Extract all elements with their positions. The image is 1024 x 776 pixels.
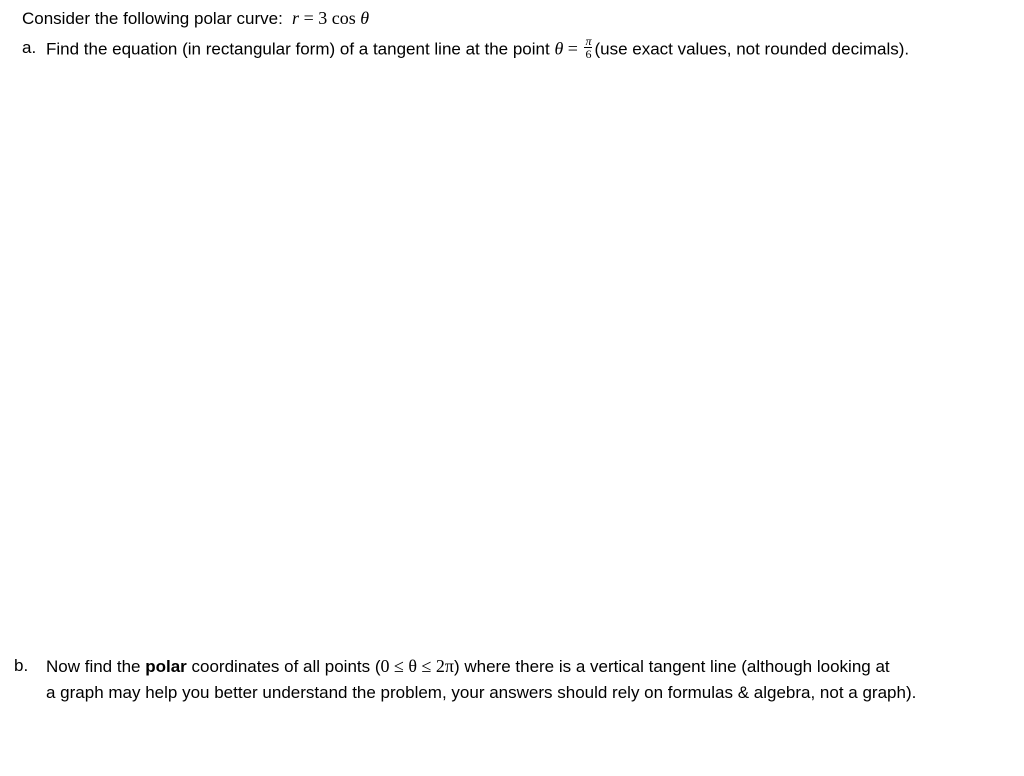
part-b-bold-polar: polar [145,657,187,676]
intro-line [22,8,369,29]
intro-text: Consider the following polar curve: [22,9,283,28]
fraction-denominator: 6 [585,47,592,61]
part-b-line-1 [46,656,890,677]
fraction-numerator: π [585,34,592,48]
part-a-text-after: (use exact values, not rounded decimals). [594,39,910,59]
part-a-eq: = [563,38,583,59]
part-b-line-2: a graph may help you better understand the problem, your answers should rely on formulas & algebra, not a graph). [46,683,917,702]
part-b-text-3: ) where there is a vertical tangent line (although looking at [453,657,890,676]
part-b-marker: b. [14,656,29,675]
equation-rhs: = 3 cos [299,8,361,28]
part-a-marker: a. [22,38,37,57]
part-a-text-before: Find the equation (in rectangular form) of a tangent line at the point [46,39,555,59]
polar-equation [288,8,370,28]
part-a-question [46,34,910,62]
part-b-interval: 0 ≤ θ ≤ 2π [380,656,454,676]
pi-over-6-fraction [584,36,592,60]
part-b-text-2: coordinates of all points ( [186,657,381,676]
part-b-text-1: Now find the [46,657,146,676]
part-a-theta: θ [554,38,564,59]
equation-r: r [292,8,300,28]
part-a-theta-expr [554,38,582,58]
equation-theta: θ [360,8,370,28]
